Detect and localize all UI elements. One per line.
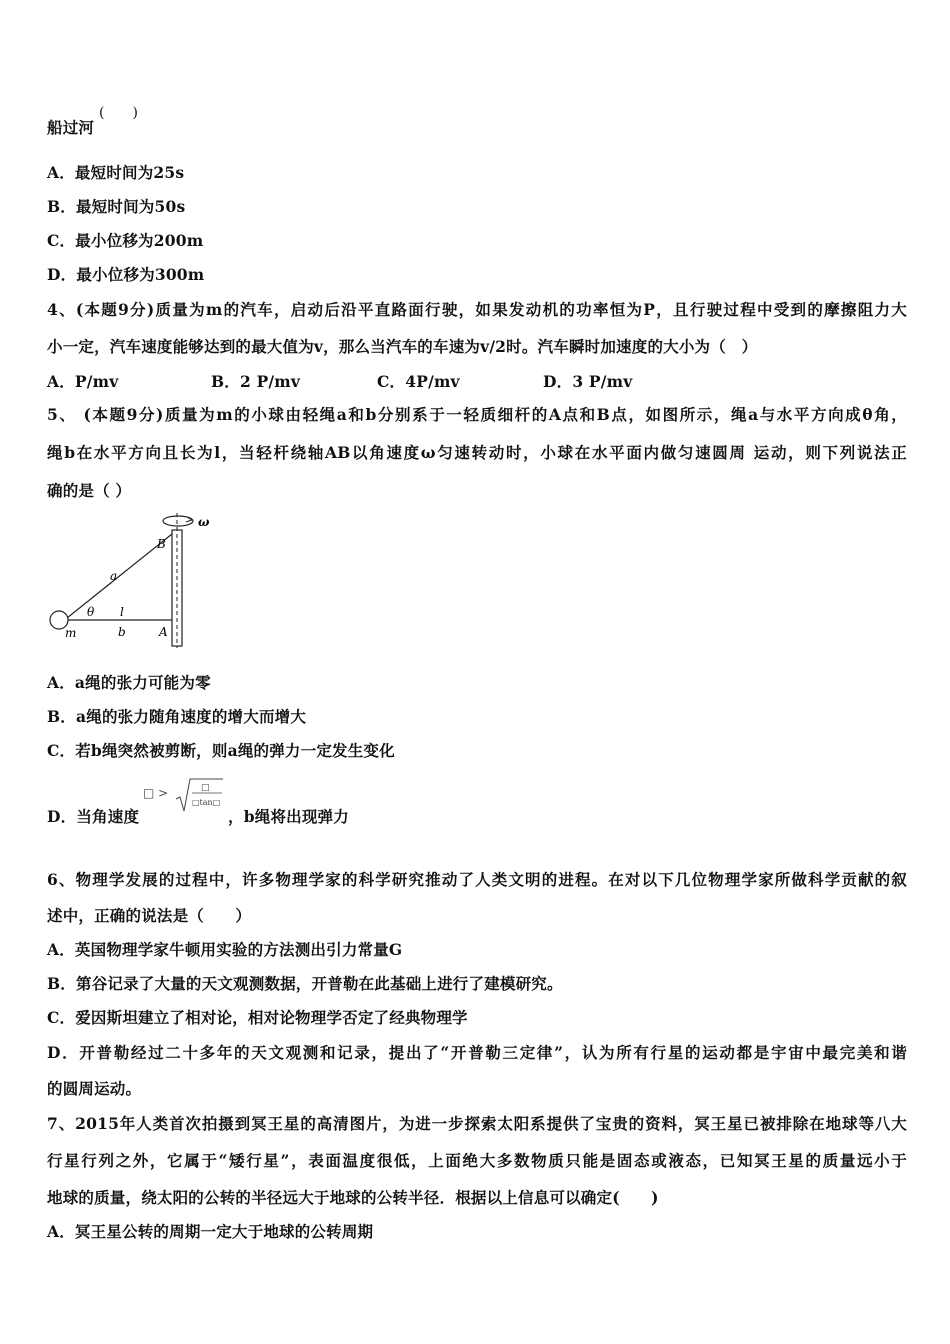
q3-option-c: C．最小位移为200m <box>47 231 204 250</box>
label-A: A <box>159 625 168 639</box>
q5-option-d-formula <box>143 775 225 815</box>
q6-stem-line2: 述中，正确的说法是（ ） <box>47 906 252 925</box>
q7-stem-line3: 地球的质量，绕太阳的公转的半径远大于地球的公转半径．根据以上信息可以确定( ) <box>47 1188 659 1207</box>
q5-stem-line3: 确的是（ ） <box>47 481 132 500</box>
q6-option-b: B．第谷记录了大量的天文观测数据，开普勒在此基础上进行了建模研究。 <box>47 974 563 993</box>
formula-lhs: □ > <box>143 786 169 800</box>
q3-stem-tail <box>47 116 94 138</box>
label-m: m <box>65 626 77 640</box>
label-theta: θ <box>87 605 95 619</box>
q4-option-a: A．P/mv <box>47 372 119 391</box>
formula-numerator: □ <box>201 783 210 793</box>
q3-answer-paren: ( ) <box>99 105 138 121</box>
label-b: b <box>118 625 126 639</box>
label-a: a <box>110 569 118 583</box>
q4-stem-line2: 小一定，汽车速度能够达到的最大值为v，那么当汽车的车速为v/2时。汽车瞬时加速度的大小为（ ） <box>47 337 758 356</box>
q3-option-b: B．最短时间为50s <box>47 197 186 216</box>
q4-stem-line1: 4、(本题9分)质量为m的汽车，启动后沿平直路面行驶，如果发动机的功率恒为P，且行驶过程中受到的摩擦阻力大 <box>47 300 907 319</box>
formula-denominator: □tan□ <box>192 798 221 807</box>
q5-option-c: C．若b绳突然被剪断，则a绳的弹力一定发生变化 <box>47 741 395 760</box>
q3-option-a: A．最短时间为25s <box>47 163 185 182</box>
q5-figure-diagram <box>40 508 230 653</box>
q5-option-a: A．a绳的张力可能为零 <box>47 673 211 692</box>
q7-stem-line1: 7、2015年人类首次拍摄到冥王星的高清图片，为进一步探索太阳系提供了宝贵的资料，冥王星已被排除在地球等八大 <box>47 1114 907 1133</box>
q6-option-a: A．英国物理学家牛顿用实验的方法测出引力常量G <box>47 940 403 959</box>
q4-option-b: B．2 P/mv <box>211 372 301 391</box>
q4-option-d: D．3 P/mv <box>543 372 633 391</box>
label-B: B <box>157 537 166 551</box>
q6-option-c: C．爱因斯坦建立了相对论，相对论物理学否定了经典物理学 <box>47 1008 468 1027</box>
label-l: l <box>120 605 124 619</box>
q7-stem-line2: 行星行列之外，它属于“矮行星”，表面温度很低，上面绝大多数物质只能是固态或液态，已知冥王星的质量远小于 <box>47 1151 907 1170</box>
q6-option-d-line2: 的圆周运动。 <box>47 1079 142 1098</box>
q5-stem-line1: 5、 (本题9分)质量为m的小球由轻绳a和b分别系于一轻质细杆的A点和B点，如图所示，绳a与水平方向成θ角， <box>47 405 907 424</box>
q4-option-c: C．4P/mv <box>377 372 460 391</box>
q5-option-d-prefix: D．当角速度 <box>47 807 140 826</box>
q5-option-b: B．a绳的张力随角速度的增大而增大 <box>47 707 307 726</box>
q7-option-a: A．冥王星公转的周期一定大于地球的公转周期 <box>47 1222 374 1241</box>
q3-stem-text: 船过河 <box>47 118 95 137</box>
q5-option-d-suffix: ，b绳将出现弹力 <box>228 807 349 826</box>
q6-stem-line1: 6、物理学发展的过程中，许多物理学家的科学研究推动了人类文明的进程。在对以下几位物理学家所做科学贡献的叙 <box>47 870 907 889</box>
q5-stem-line2: 绳b在水平方向且长为l，当轻杆绕轴AB以角速度ω匀速转动时，小球在水平面内做匀速圆周 运动，则下列说法正 <box>47 443 907 462</box>
q6-option-d-line1: D．开普勒经过二十多年的天文观测和记录，提出了“开普勒三定律”，认为所有行星的运动都是宇宙中最完美和谐 <box>47 1043 907 1062</box>
label-omega: ω <box>198 515 210 529</box>
q3-option-d: D．最小位移为300m <box>47 265 205 284</box>
